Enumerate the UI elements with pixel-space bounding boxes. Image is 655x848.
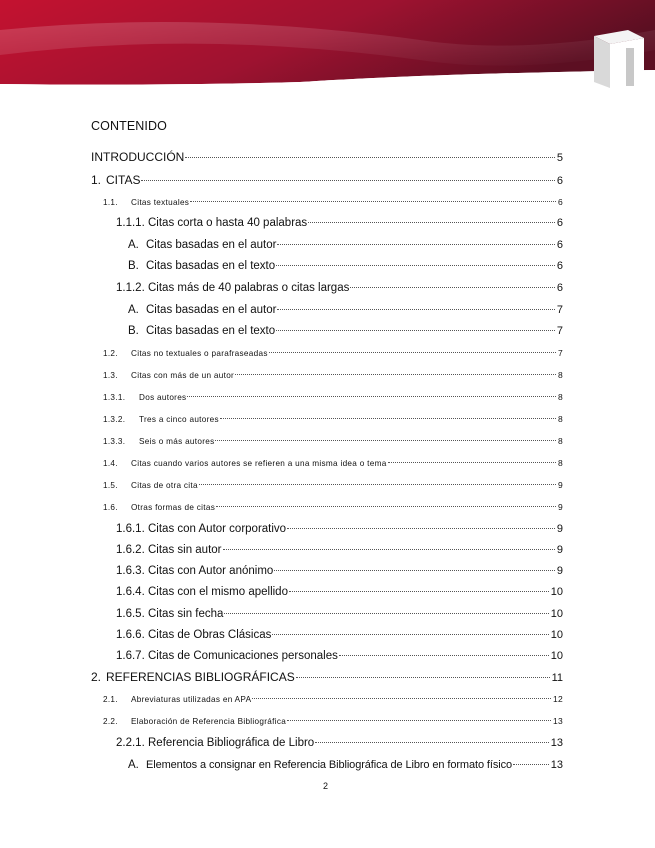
toc-entry-page: 10 bbox=[550, 650, 563, 662]
toc-leader-dots bbox=[269, 352, 556, 353]
toc-entry-number: A. bbox=[128, 304, 139, 316]
toc-leader-dots bbox=[224, 613, 548, 614]
toc-entry-page: 8 bbox=[557, 436, 563, 446]
toc-entry-number: 1.4. bbox=[103, 459, 118, 468]
toc-entry[interactable] bbox=[116, 214, 563, 232]
toc-entry-number: 1.6.2. bbox=[116, 544, 145, 556]
toc-entry-label: Elaboración de Referencia Bibliográfica bbox=[131, 717, 287, 726]
toc-entry-label: Citas cuando varios autores se refieren a una misma idea o tema bbox=[131, 459, 387, 468]
toc-leader-dots bbox=[215, 440, 555, 441]
toc-leader-dots bbox=[276, 265, 555, 266]
toc-entry-page: 6 bbox=[556, 282, 563, 294]
toc-entry-number: 1.6.5. bbox=[116, 608, 145, 620]
toc-entry-page: 10 bbox=[550, 608, 563, 620]
toc-entry-label: Elementos a consignar en Referencia Bibliográfica de Libro en formato físico bbox=[146, 759, 512, 771]
toc-entry-page: 7 bbox=[556, 325, 563, 337]
toc-entry-page: 9 bbox=[556, 523, 563, 535]
toc-entry-number: A. bbox=[128, 239, 139, 251]
toc-entry-number: 1.5. bbox=[103, 481, 118, 490]
toc-leader-dots bbox=[287, 720, 551, 721]
toc-entry-page: 9 bbox=[556, 544, 563, 556]
toc-entry-label: Citas de Comunicaciones personales bbox=[148, 650, 338, 662]
toc-entry-number: A. bbox=[128, 759, 139, 771]
toc-entry-number: 1.3.3. bbox=[103, 437, 126, 446]
toc-entry-number: 1.1.1. bbox=[116, 217, 145, 229]
toc-entry[interactable] bbox=[128, 257, 563, 275]
toc-entry[interactable] bbox=[103, 454, 563, 472]
toc-entry[interactable] bbox=[103, 476, 563, 494]
toc-entry-label: Citas con el mismo apellido bbox=[148, 586, 288, 598]
toc-entry-number: 2.1. bbox=[103, 695, 118, 704]
toc-entry-number: 2. bbox=[91, 670, 102, 684]
toc-entry-page: 5 bbox=[556, 152, 563, 164]
toc-entry[interactable] bbox=[103, 344, 563, 362]
toc-entry-number: B. bbox=[128, 325, 139, 337]
toc-entry-label: Tres a cinco autores bbox=[139, 415, 219, 424]
toc-leader-dots bbox=[274, 570, 555, 571]
toc-leader-dots bbox=[388, 462, 556, 463]
toc-leader-dots bbox=[287, 528, 555, 529]
toc-leader-dots bbox=[296, 677, 550, 678]
toc-leader-dots bbox=[252, 698, 551, 699]
toc-entry-label: Abreviaturas utilizadas en APA bbox=[131, 695, 252, 704]
toc-leader-dots bbox=[277, 309, 554, 310]
toc-entry-label: Citas con Autor anónimo bbox=[148, 565, 274, 577]
toc-entry-number: 1.6.6. bbox=[116, 629, 145, 641]
toc-entry-page: 8 bbox=[557, 414, 563, 424]
toc-entry-number: 1.6.1. bbox=[116, 523, 145, 535]
toc-entry-page: 9 bbox=[557, 480, 563, 490]
toc-entry-label: Citas sin fecha bbox=[148, 608, 224, 620]
toc-entry-page: 8 bbox=[557, 392, 563, 402]
toc-entry-page: 9 bbox=[556, 565, 563, 577]
toc-entry-page: 6 bbox=[557, 197, 563, 207]
toc-entry-number: 1.6.7. bbox=[116, 650, 145, 662]
toc-entry[interactable] bbox=[116, 734, 563, 752]
toc-leader-dots bbox=[187, 396, 556, 397]
toc-entry-number: 2.2. bbox=[103, 717, 118, 726]
toc-entry[interactable] bbox=[103, 712, 563, 730]
toc-leader-dots bbox=[199, 484, 556, 485]
toc-entry-page: 13 bbox=[552, 716, 563, 726]
toc-leader-dots bbox=[289, 591, 549, 592]
toc-entry-label: Citas con más de un autor bbox=[131, 371, 235, 380]
toc-title: CONTENIDO bbox=[91, 119, 167, 133]
toc-entry-page: 7 bbox=[557, 348, 563, 358]
toc-entry-page: 10 bbox=[550, 629, 563, 641]
toc-leader-dots bbox=[223, 549, 555, 550]
toc-leader-dots bbox=[190, 201, 556, 202]
toc-entry-number: 1.6.3. bbox=[116, 565, 145, 577]
toc-leader-dots bbox=[339, 655, 549, 656]
toc-entry-label: REFERENCIAS BIBLIOGRÁFICAS bbox=[106, 670, 295, 684]
toc-entry-label: Citas con Autor corporativo bbox=[148, 523, 287, 535]
toc-entry-page: 6 bbox=[556, 175, 563, 187]
toc-entry-number: 1.6.4. bbox=[116, 586, 145, 598]
toc-leader-dots bbox=[350, 287, 555, 288]
toc-entry-label: Citas basadas en el autor bbox=[146, 239, 277, 251]
toc-entry[interactable] bbox=[116, 583, 563, 601]
toc-leader-dots bbox=[513, 764, 549, 765]
toc-entry-label: CITAS bbox=[106, 173, 141, 187]
toc-entry[interactable] bbox=[116, 626, 563, 644]
toc-entry-page: 13 bbox=[550, 737, 563, 749]
toc-entry[interactable] bbox=[103, 388, 563, 406]
toc-entry[interactable] bbox=[103, 432, 563, 450]
page-number: 2 bbox=[323, 781, 329, 791]
toc-entry-label: Citas de Obras Clásicas bbox=[148, 629, 272, 641]
toc-entry-page: 11 bbox=[551, 672, 563, 684]
toc-entry-label: Seis o más autores bbox=[139, 437, 215, 446]
toc-entry-number: 1.3.1. bbox=[103, 393, 126, 402]
toc-entry[interactable] bbox=[116, 605, 563, 623]
toc-entry[interactable] bbox=[116, 562, 563, 580]
toc-entry-label: Citas textuales bbox=[131, 198, 190, 207]
toc-entry-page: 8 bbox=[557, 458, 563, 468]
toc-entry-label: Citas más de 40 palabras o citas largas bbox=[148, 282, 350, 294]
toc-entry[interactable] bbox=[116, 520, 563, 538]
toc-entry[interactable] bbox=[103, 366, 563, 384]
toc-entry-label: Citas sin autor bbox=[148, 544, 222, 556]
toc-entry-page: 6 bbox=[556, 217, 563, 229]
toc-entry[interactable] bbox=[103, 410, 563, 428]
toc-leader-dots bbox=[276, 330, 555, 331]
toc-entry-label: Dos autores bbox=[139, 393, 187, 402]
toc-entry-label: Referencia Bibliográfica de Libro bbox=[148, 737, 315, 749]
toc-entry-number: 1.2. bbox=[103, 349, 118, 358]
toc-leader-dots bbox=[308, 222, 555, 223]
toc-entry-number: 1.3. bbox=[103, 371, 118, 380]
toc-entry-label: Citas de otra cita bbox=[131, 481, 198, 490]
toc-entry-label: INTRODUCCIÓN bbox=[91, 150, 185, 164]
toc-entry-page: 12 bbox=[552, 694, 563, 704]
toc-leader-dots bbox=[315, 742, 549, 743]
toc-entry-label: Citas basadas en el texto bbox=[146, 325, 276, 337]
toc-entry-number: 2.2.1. bbox=[116, 737, 145, 749]
toc-entry-page: 9 bbox=[557, 502, 563, 512]
toc-leader-dots bbox=[185, 157, 555, 158]
toc-entry-label: Otras formas de citas bbox=[131, 503, 216, 512]
toc-entry-page: 10 bbox=[550, 586, 563, 598]
toc-entry-number: 1.6. bbox=[103, 503, 118, 512]
toc-entry-number: 1.1.2. bbox=[116, 282, 145, 294]
toc-entry-page: 6 bbox=[556, 260, 563, 272]
toc-entry-page: 7 bbox=[556, 304, 563, 316]
toc-entry-number: 1.3.2. bbox=[103, 415, 126, 424]
toc-entry[interactable] bbox=[128, 301, 563, 319]
toc-leader-dots bbox=[220, 418, 556, 419]
toc-entry-label: Citas basadas en el autor bbox=[146, 304, 277, 316]
toc-entry-label: Citas corta o hasta 40 palabras bbox=[148, 217, 308, 229]
toc-entry-number: 1. bbox=[91, 173, 102, 187]
toc-entry[interactable] bbox=[91, 171, 563, 189]
toc-leader-dots bbox=[277, 244, 554, 245]
toc-entry-label: Citas no textuales o parafraseadas bbox=[131, 349, 268, 358]
toc-leader-dots bbox=[272, 634, 548, 635]
toc-entry[interactable] bbox=[128, 756, 563, 774]
toc-entry[interactable] bbox=[103, 690, 563, 708]
toc-entry[interactable] bbox=[116, 279, 563, 297]
toc-entry-page: 13 bbox=[550, 759, 563, 771]
toc-entry[interactable] bbox=[91, 668, 563, 686]
toc-entry[interactable] bbox=[103, 498, 563, 516]
toc-entry[interactable] bbox=[91, 148, 563, 166]
toc-entry-page: 8 bbox=[557, 370, 563, 380]
toc-entry-number: B. bbox=[128, 260, 139, 272]
toc-entry-number: 1.1. bbox=[103, 198, 118, 207]
toc-leader-dots bbox=[216, 506, 556, 507]
toc-entry[interactable] bbox=[128, 236, 563, 254]
toc-leader-dots bbox=[235, 374, 556, 375]
toc-entry-page: 6 bbox=[556, 239, 563, 251]
toc-entry[interactable] bbox=[116, 541, 563, 559]
toc-entry-label: Citas basadas en el texto bbox=[146, 260, 276, 272]
toc-entry[interactable] bbox=[103, 193, 563, 211]
toc-entry[interactable] bbox=[128, 322, 563, 340]
toc-leader-dots bbox=[141, 180, 554, 181]
toc-entry[interactable] bbox=[116, 647, 563, 665]
